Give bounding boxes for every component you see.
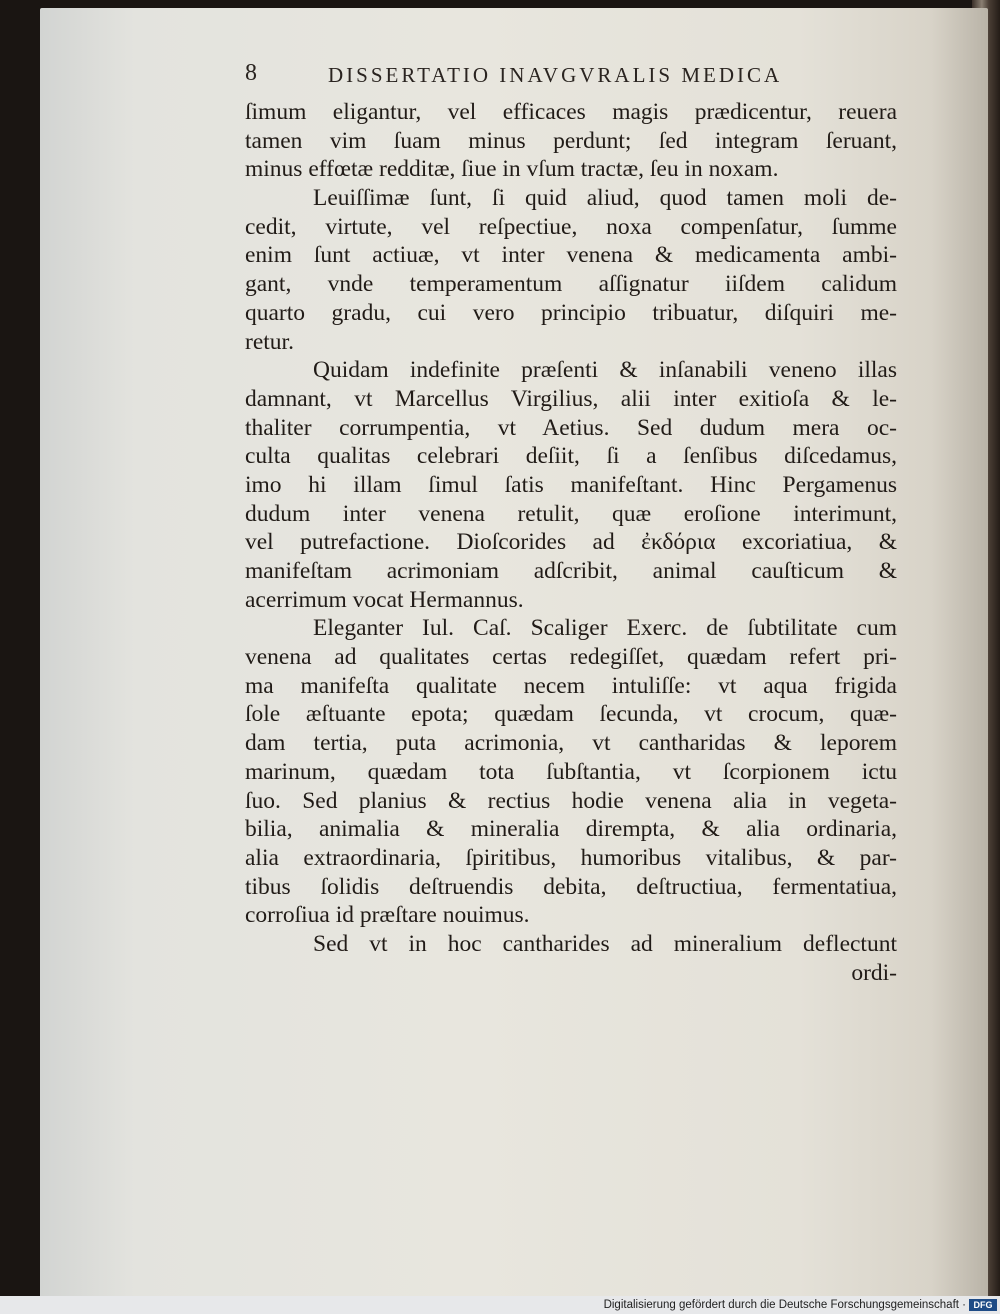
text-line: gant, vnde temperamentum aſſignatur iiſdem calidum [245, 271, 897, 298]
text-line: corroſiua id præſtare nouimus. [245, 902, 530, 929]
text-line: acerrimum vocat Hermannus. [245, 586, 524, 613]
page-number: 8 [245, 60, 257, 86]
text-line: venena ad qualitates certas redegiſſet, quædam refert pri- [245, 644, 897, 671]
text-line: Sed vt in hoc cantharides ad mineralium deflectunt [313, 930, 897, 957]
page-header [245, 60, 905, 94]
text-line: ſuo. Sed planius & rectius hodie venena alia in vegeta- [245, 787, 897, 814]
running-title: DISSERTATIO INAVGVRALIS MEDICA [328, 63, 783, 87]
text-line: ma manifeſta qualitate necem intuliſſe: vt aqua frigida [245, 672, 897, 699]
body-text [245, 98, 897, 987]
digitization-footer [0, 1296, 1000, 1314]
text-line: marinum, quædam tota ſubſtantia, vt ſcorpionem ictu [245, 758, 897, 785]
text-line: thaliter corrumpentia, vt Aetius. Sed dudum mera oc- [245, 414, 897, 441]
text-line: cedit, virtute, vel reſpectiue, noxa compenſatur, ſumme [245, 213, 897, 240]
text-line: Leuiſſimæ ſunt, ſi quid aliud, quod tamen moli de- [313, 185, 897, 212]
text-line: culta qualitas celebrari deſiit, ſi a ſenſibus diſcedamus, [245, 443, 897, 470]
text-line: tamen vim ſuam minus perdunt; ſed integram ſeruant, [245, 127, 897, 154]
text-line: tibus ſolidis deſtruendis debita, deſtructiua, fermentatiua, [245, 873, 897, 900]
text-line: retur. [245, 328, 294, 355]
text-line: Quidam indefinite præſenti & inſanabili veneno illas [313, 357, 897, 384]
text-line: dam tertia, puta acrimonia, vt cantharidas & leporem [245, 730, 897, 757]
text-line: quarto gradu, cui vero principio tribuatur, diſquiri me- [245, 299, 897, 326]
text-line: ſole æſtuante epota; quædam ſecunda, vt crocum, quæ- [245, 701, 897, 728]
text-line: imo hi illam ſimul ſatis manifeſtant. Hinc Pergamenus [245, 471, 897, 498]
text-line: manifeſtam acrimoniam adſcribit, animal cauſticum & [245, 558, 897, 584]
catchword: ordi- [851, 959, 897, 986]
funding-notice: Digitalisierung gefördert durch die Deutsche Forschungsgemeinschaft · [603, 1299, 966, 1311]
text-line: vel putrefactione. Dioſcorides ad ἐκδόρια excoriatiua, & [245, 529, 897, 556]
text-line: dudum inter venena retulit, quæ eroſione interimunt, [245, 500, 897, 527]
text-line: ſimum eligantur, vel efficaces magis prædicentur, reuera [245, 99, 897, 125]
text-line: minus effœtæ redditæ, ſiue in vſum tractæ, ſeu in noxam. [245, 156, 779, 183]
text-line: Eleganter Iul. Caſ. Scaliger Exerc. de ſubtilitate cum [313, 615, 897, 642]
text-line: bilia, animalia & mineralia dirempta, & alia ordinaria, [245, 816, 897, 843]
text-line: damnant, vt Marcellus Virgilius, alii inter exitioſa & le- [245, 385, 897, 412]
dfg-logo: DFG [969, 1299, 997, 1311]
text-line: enim ſunt actiuæ, vt inter venena & medicamenta ambi- [245, 242, 897, 269]
text-line: alia extraordinaria, ſpiritibus, humoribus vitalibus, & par- [245, 844, 897, 871]
